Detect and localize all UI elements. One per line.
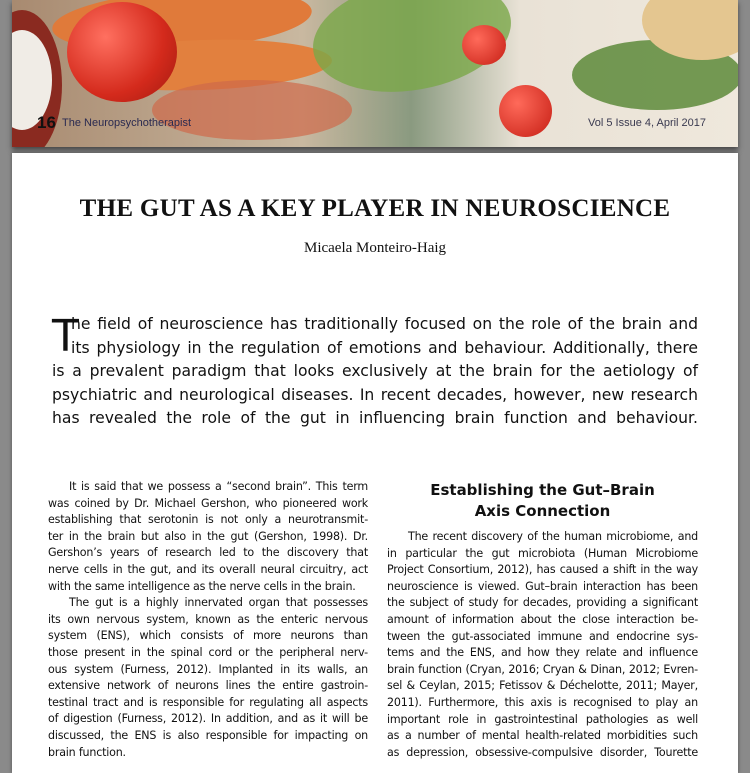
text-line: with the same intelligence as the nerve cells in the brain. <box>48 579 356 593</box>
intro-paragraph <box>52 313 698 431</box>
text-line: amount of information about the close interaction be- <box>387 612 698 626</box>
text-line: ous system (Furness, 2012). Implanted in its walls, an <box>48 662 368 676</box>
text-line: extensive network of neurons lines the entire gastroin- <box>48 679 368 693</box>
section-heading-line: Establishing the Gut–Brain <box>430 481 655 499</box>
article-author: Micaela Monteiro-Haig <box>303 240 447 256</box>
text-line: its own nervous system, known as the enteric nervous <box>48 612 368 626</box>
tomato-shape <box>499 85 552 137</box>
section-heading-line: Axis Connection <box>474 502 611 520</box>
text-line: brain function. <box>48 745 126 759</box>
text-line: establishing that serotonin is not only a neurotransmit- <box>48 513 368 527</box>
text-line: important role in gastrointestinal pathologies as well <box>387 712 698 726</box>
drop-cap: T <box>52 311 79 362</box>
text-line: the subject of study for decades, providing a significant <box>387 596 698 610</box>
text-line: neuroscience is viewed. Gut–brain interaction has been <box>387 579 698 593</box>
article-title: THE GUT AS A KEY PLAYER IN NEUROSCIENCE <box>79 195 671 222</box>
text-line: The gut is a highly innervated organ that possesses <box>69 596 368 610</box>
right-column <box>387 529 698 761</box>
tomato-shape <box>462 25 506 65</box>
text-line: testinal tract and is responsible for regulating all aspects <box>48 695 368 709</box>
left-column <box>48 479 368 761</box>
publication-name: The Neuropsychotherapist <box>62 117 192 129</box>
text-line: in particular the gut microbiota (Human Microbiome <box>387 546 698 560</box>
intro-line: has revealed the role of the gut in influencing brain function and behaviour. <box>52 409 698 427</box>
carrot-reflection-shape <box>152 80 352 140</box>
text-line: ter in the brain but also in the gut (Gershon, 1998). Dr. <box>48 529 368 543</box>
text-line: of digestion (Furness, 2012). In addition, and as it will be <box>48 712 368 726</box>
text-line: Gershon’s years of research led to the discovery that <box>48 546 368 560</box>
text-line: Project Consortium, 2012), has caused a shift in the way <box>387 563 698 577</box>
text-line: was coined by Dr. Michael Gershon, who pioneered work <box>48 496 368 510</box>
section-heading <box>387 480 698 522</box>
intro-line: psychiatric and neurological diseases. In recent decades, however, new research <box>52 385 698 404</box>
text-line: brain function (Cryan, 2016; Cryan & Dinan, 2012; Evren- <box>387 662 698 676</box>
text-line: as a number of mental health-related morbidities such <box>387 729 698 743</box>
intro-line: he field of neuroscience has traditionally focused on the role of the brain and <box>71 315 698 333</box>
text-line: as depression, obsessive-compulsive disorder, Tourette <box>387 745 698 759</box>
text-line: sel & Ceylan, 2015; Fetissov & Déchelotte, 2011; Mayer, <box>387 679 698 693</box>
page-number: 16 <box>37 113 56 132</box>
intro-line: is a prevalent paradigm that looks exclusively at the brain for the aetiology of <box>52 362 698 380</box>
text-line: tween the gut-associated immune and endocrine sys- <box>387 629 698 643</box>
text-line: nerve cells in the gut, and its overall neural circuitry, act <box>48 562 368 576</box>
text-line: It is said that we possess a “second brain”. This term <box>69 480 368 493</box>
tomato-shape <box>67 2 177 102</box>
intro-line: its physiology in the regulation of emotions and behaviour. Additionally, there <box>71 338 698 357</box>
text-line: The recent discovery of the human microbiome, and <box>408 530 698 543</box>
text-line: those present in the spinal cord or the peripheral nerv- <box>48 645 368 659</box>
text-line: discussed, the ENS is also responsible for impacting on <box>48 728 368 742</box>
text-line: system (ENS), which consists of more neurons than <box>48 629 368 643</box>
issue-info: Vol 5 Issue 4, April 2017 <box>588 117 707 129</box>
text-line: tems and the ENS, and how they relate and influence <box>387 646 698 660</box>
text-line: 2011). Furthermore, this axis is recognised to play an <box>387 695 698 709</box>
